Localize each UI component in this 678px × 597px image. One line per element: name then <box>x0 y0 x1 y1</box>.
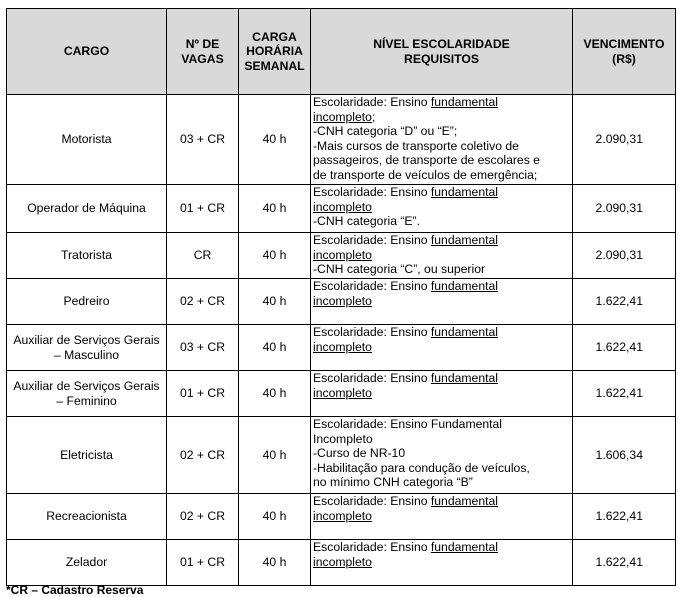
carga-horaria-cell: 40 h <box>239 494 311 540</box>
requisitos-line: Escolaridade: Ensino fundamental <box>313 494 498 508</box>
table-row <box>7 95 676 185</box>
footer-note: *CR – Cadastro Reserva <box>6 583 144 597</box>
table-row <box>7 185 676 233</box>
table-row <box>7 417 676 494</box>
table-row <box>7 540 676 586</box>
requisitos-line: Incompleto <box>313 431 373 446</box>
requisitos-line: de transporte de veículos de emergência; <box>313 167 538 182</box>
requisitos-line: -Mais cursos de transporte coletivo de <box>313 138 519 153</box>
requisitos-line: incompleto <box>313 247 372 262</box>
requisitos-cell <box>311 185 573 233</box>
carga-horaria-cell: 40 h <box>239 371 311 417</box>
requisitos-line: Escolaridade: Ensino fundamental <box>313 371 498 385</box>
requisitos-cell <box>311 371 573 417</box>
header-row <box>7 9 676 95</box>
vagas-cell: 03 + CR <box>167 325 239 371</box>
vagas-cell: 02 + CR <box>167 417 239 494</box>
requisitos-line: Escolaridade: Ensino fundamental <box>313 233 498 247</box>
vagas-cell: 01 + CR <box>167 371 239 417</box>
vencimento-cell: 2.090,31 <box>573 233 676 279</box>
requisitos-line: incompleto; <box>313 109 376 124</box>
vagas-cell: 03 + CR <box>167 95 239 185</box>
table-row <box>7 371 676 417</box>
vencimento-cell: 1.622,41 <box>573 279 676 325</box>
requisitos-cell <box>311 540 573 586</box>
vacancy-table <box>6 8 676 586</box>
header-nivel-escolaridade: NÍVEL ESCOLARIDADE REQUISITOS <box>311 9 573 95</box>
header-carga-horaria: CARGA HORÁRIA SEMANAL <box>239 9 311 95</box>
table-row <box>7 233 676 279</box>
cargo-cell: Tratorista <box>7 233 167 279</box>
requisitos-line: -Curso de NR-10 <box>313 446 406 461</box>
requisitos-line: incompleto <box>313 554 372 569</box>
vencimento-cell: 2.090,31 <box>573 185 676 233</box>
requisitos-cell <box>311 95 573 185</box>
requisitos-line: no mínimo CNH categoria “B” <box>313 475 473 490</box>
cargo-cell: Auxiliar de Serviços Gerais – Feminino <box>7 371 167 417</box>
header-vagas: Nº DE VAGAS <box>167 9 239 95</box>
requisitos-line: incompleto <box>313 199 372 214</box>
requisitos-line: -CNH categoria “D” ou “E”; <box>313 124 458 139</box>
vagas-cell: 01 + CR <box>167 540 239 586</box>
table-row <box>7 279 676 325</box>
cargo-cell: Motorista <box>7 95 167 185</box>
cargo-cell: Pedreiro <box>7 279 167 325</box>
requisitos-line: Escolaridade: Ensino fundamental <box>313 95 498 109</box>
cargo-cell: Recreacionista <box>7 494 167 540</box>
carga-horaria-cell: 40 h <box>239 417 311 494</box>
carga-horaria-cell: 40 h <box>239 279 311 325</box>
requisitos-cell <box>311 279 573 325</box>
requisitos-cell <box>311 494 573 540</box>
vencimento-cell: 1.622,41 <box>573 494 676 540</box>
requisitos-line: Escolaridade: Ensino fundamental <box>313 185 498 199</box>
requisitos-line: incompleto <box>313 339 372 354</box>
requisitos-line: Escolaridade: Ensino Fundamental <box>313 417 503 431</box>
vencimento-cell: 1.622,41 <box>573 371 676 417</box>
requisitos-line: Escolaridade: Ensino fundamental <box>313 279 498 293</box>
vagas-cell: 01 + CR <box>167 185 239 233</box>
requisitos-cell <box>311 325 573 371</box>
requisitos-line: passageiros, de transporte de escolares e <box>313 153 540 168</box>
requisitos-line: Escolaridade: Ensino fundamental <box>313 540 498 554</box>
carga-horaria-cell: 40 h <box>239 325 311 371</box>
requisitos-line: -Habilitação para condução de veículos, <box>313 460 530 475</box>
requisitos-line: -CNH categoria “C”, ou superior <box>313 262 486 277</box>
requisitos-line: incompleto <box>313 508 372 523</box>
table-row <box>7 325 676 371</box>
table-row <box>7 494 676 540</box>
header-cargo: CARGO <box>7 9 167 95</box>
carga-horaria-cell: 40 h <box>239 95 311 185</box>
vencimento-cell: 1.622,41 <box>573 325 676 371</box>
requisitos-line: -CNH categoria “E”. <box>313 214 421 229</box>
vagas-cell: CR <box>167 233 239 279</box>
cargo-cell: Operador de Máquina <box>7 185 167 233</box>
vagas-cell: 02 + CR <box>167 279 239 325</box>
cargo-cell: Eletricista <box>7 417 167 494</box>
carga-horaria-cell: 40 h <box>239 540 311 586</box>
carga-horaria-cell: 40 h <box>239 185 311 233</box>
requisitos-line: Escolaridade: Ensino fundamental <box>313 325 498 339</box>
vencimento-cell: 1.622,41 <box>573 540 676 586</box>
header-vencimento: VENCIMENTO (R$) <box>573 9 676 95</box>
cargo-cell: Auxiliar de Serviços Gerais – Masculino <box>7 325 167 371</box>
vencimento-cell: 1.606,34 <box>573 417 676 494</box>
cargo-cell: Zelador <box>7 540 167 586</box>
vagas-cell: 02 + CR <box>167 494 239 540</box>
carga-horaria-cell: 40 h <box>239 233 311 279</box>
requisitos-cell <box>311 233 573 279</box>
requisitos-line: incompleto <box>313 385 372 400</box>
requisitos-cell <box>311 417 573 494</box>
requisitos-line: incompleto <box>313 293 372 308</box>
vencimento-cell: 2.090,31 <box>573 95 676 185</box>
